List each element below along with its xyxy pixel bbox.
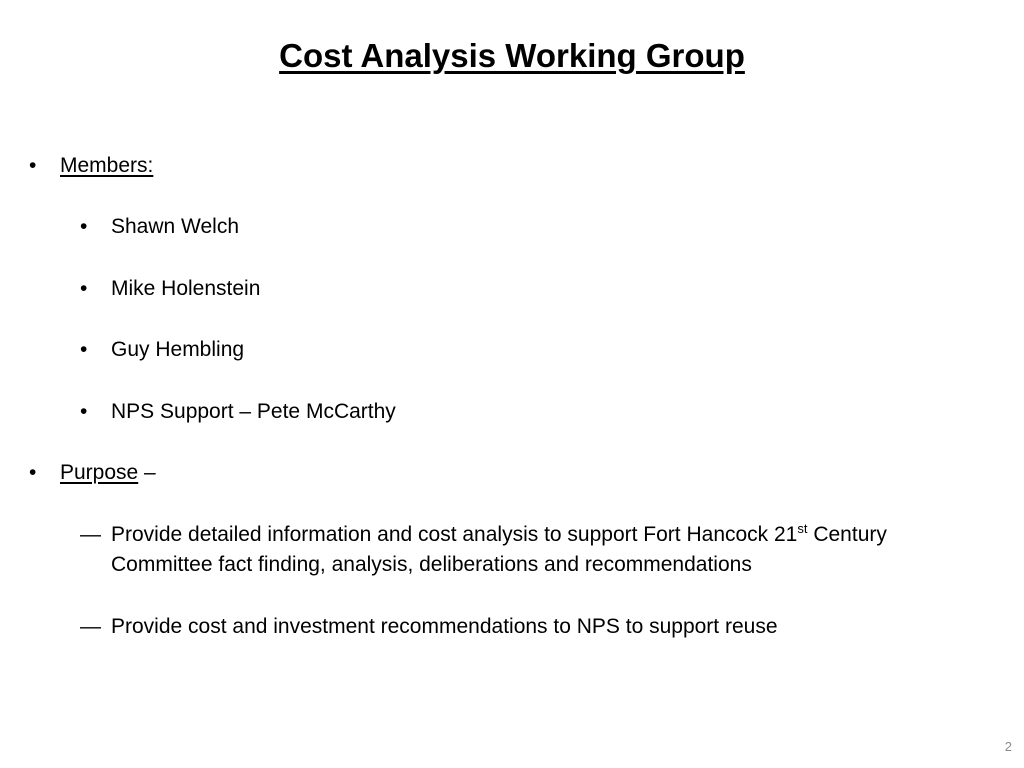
member-name: Guy Hembling	[111, 338, 245, 361]
bullet-marker: •	[80, 400, 88, 423]
dash-marker: —	[80, 523, 101, 546]
bullet-marker: •	[80, 338, 88, 361]
bullet-marker: •	[80, 277, 88, 300]
members-label: Members:	[60, 154, 154, 177]
ordinal-superscript: st	[797, 521, 808, 536]
dash-marker: —	[80, 615, 101, 638]
bullet-marker: •	[29, 154, 37, 177]
purpose-suffix: –	[138, 461, 156, 484]
member-name: Shawn Welch	[111, 215, 240, 238]
purpose-item-1-part-2: Century	[807, 523, 887, 546]
bullet-marker: •	[80, 215, 88, 238]
purpose-item-text	[111, 520, 887, 550]
slide-title: Cost Analysis Working Group	[279, 37, 745, 74]
purpose-label: Purpose	[60, 461, 139, 484]
member-name: NPS Support – Pete McCarthy	[111, 400, 396, 423]
purpose-item-2-text: Provide cost and investment recommendations to NPS to support reuse	[111, 615, 778, 638]
page-number: 2	[1004, 739, 1012, 754]
member-name: Mike Holenstein	[111, 277, 261, 300]
purpose-item-1-part-1: Provide detailed information and cost analysis to support Fort Hancock 21	[111, 523, 798, 546]
purpose-heading	[60, 458, 156, 488]
purpose-item-1-line-2: Committee fact finding, analysis, deliberations and recommendations	[111, 553, 752, 576]
bullet-marker: •	[29, 461, 37, 484]
